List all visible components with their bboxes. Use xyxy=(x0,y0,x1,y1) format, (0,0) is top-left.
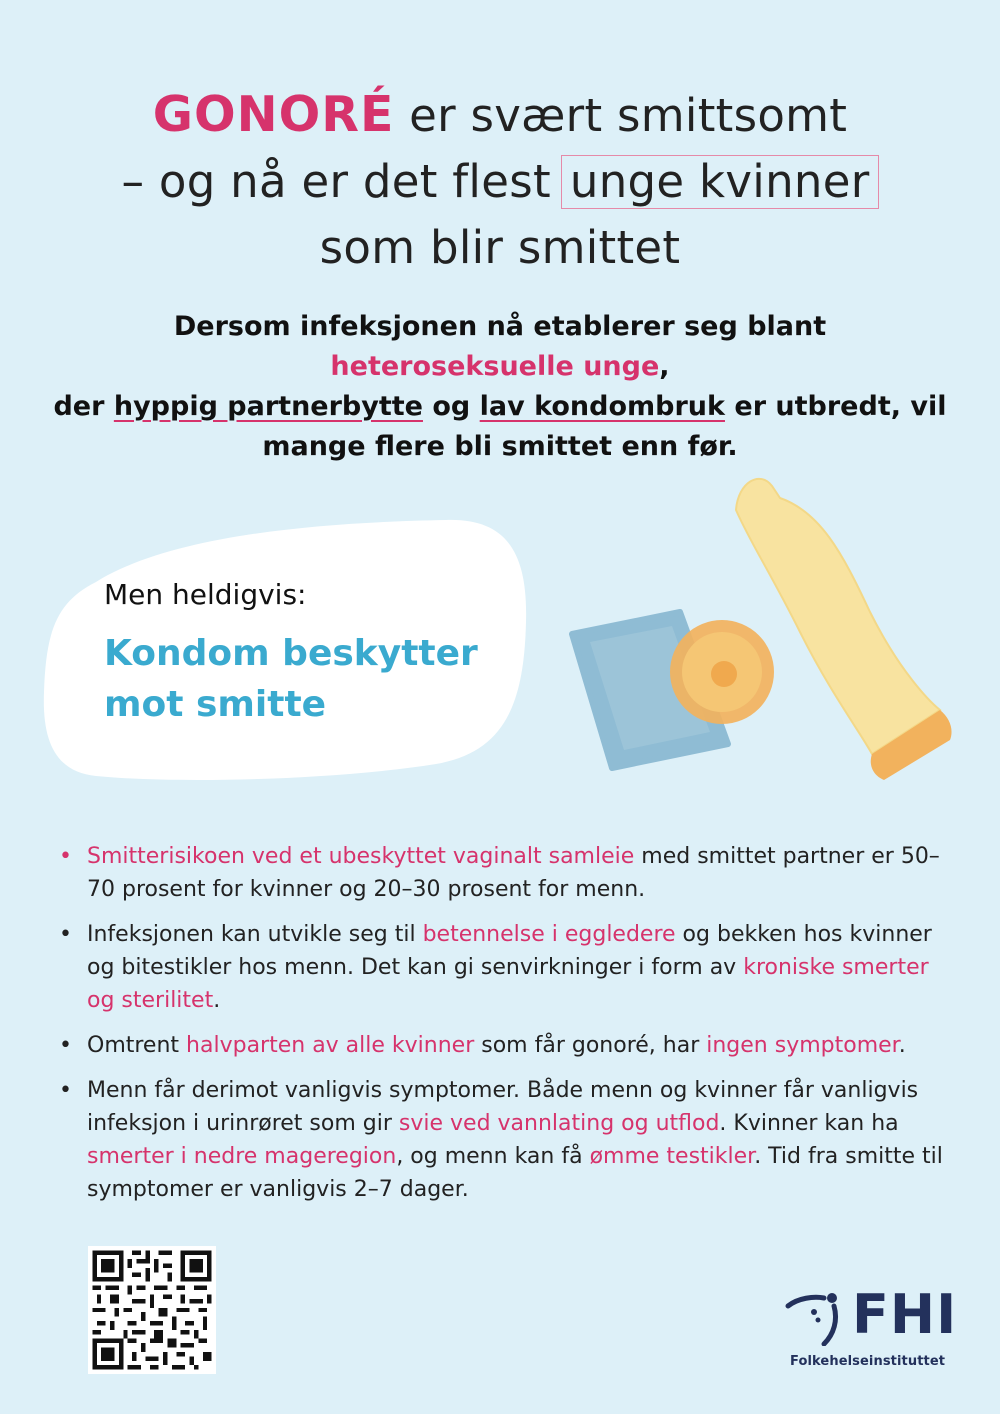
facts-list xyxy=(55,840,955,1218)
headline-line-2 xyxy=(0,149,1000,215)
callout-kicker: Men heldigvis: xyxy=(104,578,307,611)
bullet-marker: • xyxy=(59,1033,72,1058)
list-item xyxy=(55,1074,955,1206)
bullet-4-highlight-1: svie ved vannlating og utflod xyxy=(398,1111,720,1136)
intro-line-3 xyxy=(40,387,960,427)
fhi-logo-mark: FHI xyxy=(852,1283,958,1346)
bullet-2-text-1: Infeksjonen kan utvikle seg til xyxy=(87,922,423,947)
headline-line-2-pre: – og nå er det flest xyxy=(121,155,551,208)
condom-illustration xyxy=(560,462,960,792)
headline xyxy=(0,82,1000,281)
headline-brand: GONORÉ xyxy=(152,86,395,143)
intro-line-3-mid: og xyxy=(422,391,480,422)
bullet-2-text-3: . xyxy=(213,988,221,1013)
list-item xyxy=(55,1029,955,1062)
intro-line-2 xyxy=(40,347,960,387)
intro-line-3-pre: der xyxy=(53,391,114,422)
bullet-1-highlight: Smitterisikoen ved et ubeskyttet vaginalt samleie xyxy=(87,844,635,869)
bullet-marker: • xyxy=(59,1078,72,1103)
bullet-4-text-2: . Kvinner kan ha xyxy=(719,1111,899,1136)
bullet-4-highlight-3: ømme testikler xyxy=(589,1144,755,1169)
callout-title: Kondom beskytter mot smitte xyxy=(104,633,478,725)
bullet-marker: • xyxy=(59,922,72,947)
bullet-3-text-1: Omtrent xyxy=(87,1033,187,1058)
list-item xyxy=(55,840,955,906)
intro-comma: , xyxy=(659,351,670,382)
list-item xyxy=(55,918,955,1017)
bullet-3-text-3: . xyxy=(898,1033,906,1058)
bullet-1-text: med smittet partner er 50–70 prosent for kvinner og 20–30 prosent for menn. xyxy=(87,844,940,902)
fhi-logo-name: Folkehelseinstituttet xyxy=(790,1354,946,1369)
qr-code-icon[interactable] xyxy=(88,1246,216,1374)
intro-line-4: mange flere bli smittet enn før. xyxy=(262,431,738,462)
headline-line-3: som blir smittet xyxy=(319,221,681,274)
rolled-condom-icon xyxy=(670,620,774,724)
bullet-4-text-4: . Tid fra smitte til symptomer er vanligvis 2–7 dager. xyxy=(87,1144,943,1202)
headline-boxed-phrase: unge kvinner xyxy=(561,155,879,209)
intro-underline-partnerbytte: hyppig partnerbytte xyxy=(113,391,423,422)
headline-line-1-rest: er svært smittsomt xyxy=(394,89,848,142)
bullet-2-highlight-1: betennelse i eggledere xyxy=(422,922,676,947)
headline-line-1 xyxy=(0,82,1000,149)
bullet-2-text-2: og bekken hos kvinner og bitestikler hos menn. Det kan gi senvirkninger i form av xyxy=(87,922,932,980)
fhi-logo-icon xyxy=(784,1290,850,1346)
bullet-4-highlight-2: smerter i nedre mageregion xyxy=(87,1144,397,1169)
bullet-4-text-1: Menn får derimot vanligvis symptomer. Både menn og kvinner får vanligvis infeksjon i urinrøret som gir xyxy=(87,1078,919,1136)
bullet-4-text-3: , og menn kan få xyxy=(396,1144,590,1169)
intro-highlight: heteroseksuelle unge xyxy=(330,351,660,382)
bullet-marker: • xyxy=(59,844,72,869)
bullet-2-highlight-2: kroniske smerter og sterilitet xyxy=(87,955,929,1013)
bullet-3-highlight-1: halvparten av alle kvinner xyxy=(186,1033,475,1058)
intro-line-3-post: er utbredt, vil xyxy=(724,391,947,422)
bullet-3-text-2: som får gonoré, har xyxy=(474,1033,707,1058)
intro-underline-kondombruk: lav kondombruk xyxy=(479,391,725,422)
bullet-3-highlight-2: ingen symptomer xyxy=(706,1033,899,1058)
unrolled-condom-icon xyxy=(736,479,952,780)
intro-paragraph xyxy=(40,307,960,467)
intro-line-1: Dersom infeksjonen nå etablerer seg blant xyxy=(173,311,827,342)
